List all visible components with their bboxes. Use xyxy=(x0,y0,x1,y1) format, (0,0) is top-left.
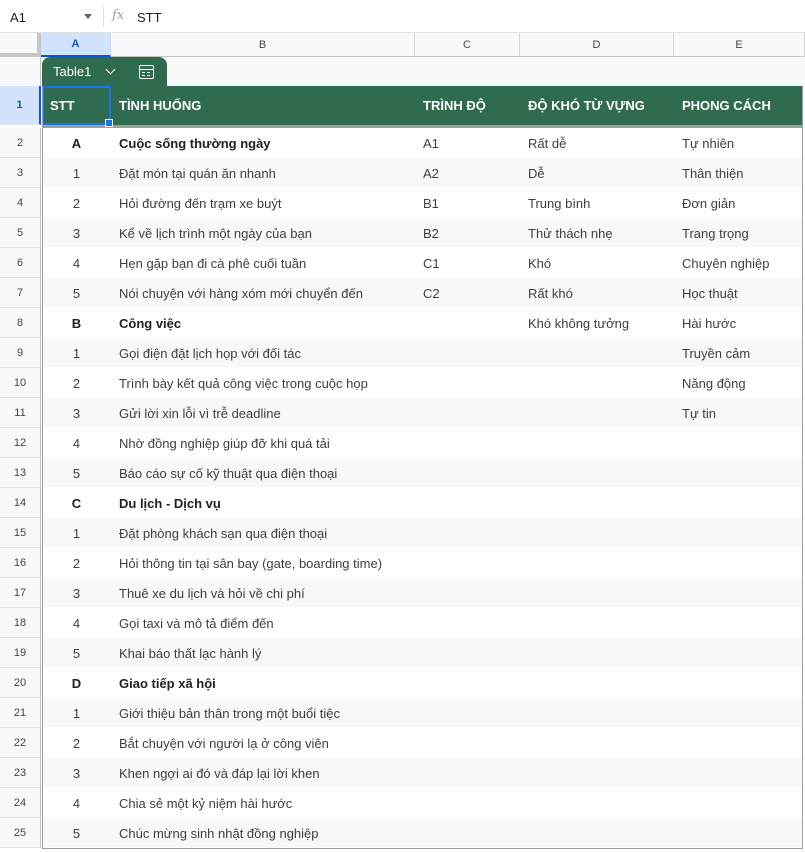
cell-style[interactable] xyxy=(674,788,802,818)
header-style[interactable]: PHONG CÁCH xyxy=(682,98,771,113)
cell-style[interactable] xyxy=(674,458,802,488)
cell-style[interactable] xyxy=(674,518,802,548)
cell-situation[interactable]: Cuộc sống thường ngày xyxy=(119,135,271,151)
cell-situation[interactable]: Gọi điện đặt lịch họp với đối tác xyxy=(119,345,301,361)
table-name-chip[interactable] xyxy=(42,57,126,86)
cell-situation[interactable]: Bắt chuyện với người lạ ở công viên xyxy=(119,735,329,751)
header-level[interactable]: TRÌNH ĐỘ xyxy=(423,98,486,113)
cell-style[interactable] xyxy=(674,608,802,638)
cell-stt[interactable]: C xyxy=(71,495,82,511)
row-header-5[interactable]: 5 xyxy=(0,218,41,248)
cell-stt[interactable]: A xyxy=(71,135,82,151)
cell-difficulty[interactable]: Rất dễ xyxy=(528,135,567,151)
cell-stt[interactable]: 1 xyxy=(72,705,81,721)
cell-style[interactable] xyxy=(674,728,802,758)
row-header-17[interactable]: 17 xyxy=(0,578,41,608)
cell-stt[interactable]: 4 xyxy=(72,255,81,271)
chevron-down-icon[interactable] xyxy=(106,65,116,75)
table-row xyxy=(42,698,802,728)
cell-level[interactable]: B2 xyxy=(423,225,439,241)
cell-situation[interactable]: Kể về lịch trình một ngày của bạn xyxy=(119,225,312,241)
cell-style[interactable]: Đơn giản xyxy=(682,195,736,211)
cell-situation[interactable]: Gọi taxi và mô tả điểm đến xyxy=(119,615,274,631)
table-row xyxy=(42,248,802,278)
cell-stt[interactable]: 5 xyxy=(72,465,81,481)
table-tab-strip xyxy=(0,57,805,86)
cell-stt[interactable]: 1 xyxy=(72,345,81,361)
cell-style[interactable] xyxy=(674,638,802,668)
table-row xyxy=(42,728,802,758)
cell-style[interactable] xyxy=(674,668,802,698)
table-row xyxy=(42,428,802,458)
cell-difficulty[interactable] xyxy=(520,548,674,578)
cell-style[interactable] xyxy=(674,758,802,788)
cell-situation[interactable]: Giao tiếp xã hội xyxy=(119,675,216,691)
cell-stt[interactable]: 5 xyxy=(72,645,81,661)
cell-difficulty[interactable]: Thử thách nhẹ xyxy=(528,225,613,241)
cell-level[interactable]: C2 xyxy=(423,285,440,301)
cell-difficulty[interactable] xyxy=(520,368,674,398)
row-header-20[interactable]: 20 xyxy=(0,668,41,698)
cell-stt[interactable]: B xyxy=(71,315,82,331)
cell-style[interactable] xyxy=(674,578,802,608)
cell-situation[interactable]: Báo cáo sự cố kỹ thuật qua điện thoại xyxy=(119,465,338,481)
cell-style[interactable]: Tự nhiên xyxy=(682,135,735,151)
row-header-21[interactable]: 21 xyxy=(0,698,41,728)
name-box[interactable] xyxy=(0,4,100,30)
cell-difficulty[interactable] xyxy=(520,668,674,698)
row-header-10[interactable]: 10 xyxy=(0,368,41,398)
cell-stt[interactable]: 4 xyxy=(72,615,81,631)
table-view-button[interactable] xyxy=(126,57,167,86)
cell-difficulty[interactable] xyxy=(520,758,674,788)
row-header-15[interactable]: 15 xyxy=(0,518,41,548)
cell-style[interactable]: Năng động xyxy=(682,375,746,391)
cell-level[interactable] xyxy=(415,488,520,518)
cell-difficulty[interactable] xyxy=(520,788,674,818)
table-row xyxy=(42,788,802,818)
table-row xyxy=(42,368,802,398)
cell-stt[interactable]: 5 xyxy=(72,825,81,841)
group-row xyxy=(42,128,802,158)
cell-situation[interactable]: Du lịch - Dịch vụ xyxy=(119,495,221,511)
cell-stt[interactable]: 3 xyxy=(72,405,81,421)
cell-stt[interactable]: 1 xyxy=(72,525,81,541)
row-header-11[interactable]: 11 xyxy=(0,398,41,428)
cell-difficulty[interactable] xyxy=(520,698,674,728)
cell-style[interactable]: Học thuật xyxy=(682,285,738,301)
cell-style[interactable] xyxy=(674,818,802,848)
row-header-23[interactable]: 23 xyxy=(0,758,41,788)
cell-level[interactable] xyxy=(415,548,520,578)
cell-style[interactable]: Chuyên nghiệp xyxy=(682,255,770,271)
cell-style[interactable] xyxy=(674,548,802,578)
cell-style[interactable]: Hài hước xyxy=(682,315,737,331)
header-situation[interactable]: TÌNH HUỐNG xyxy=(119,98,202,113)
cell-stt[interactable]: 4 xyxy=(72,435,81,451)
cell-level[interactable] xyxy=(415,758,520,788)
row-header-4[interactable]: 4 xyxy=(0,188,41,218)
row-header-14[interactable]: 14 xyxy=(0,488,41,518)
divider xyxy=(103,7,104,27)
cell-situation[interactable]: Chúc mừng sinh nhật đồng nghiệp xyxy=(119,825,319,841)
cell-situation[interactable]: Công việc xyxy=(119,315,182,331)
table-row xyxy=(42,458,802,488)
cell-stt[interactable]: 3 xyxy=(72,765,81,781)
cell-difficulty[interactable] xyxy=(520,638,674,668)
cell-stt[interactable]: 3 xyxy=(72,585,81,601)
cell-level[interactable] xyxy=(415,398,520,428)
cell-level[interactable] xyxy=(415,698,520,728)
header-stt[interactable]: STT xyxy=(50,98,75,113)
cell-style[interactable]: Truyền cảm xyxy=(682,345,751,361)
cell-difficulty[interactable]: Rất khó xyxy=(528,285,573,301)
row-header-8[interactable]: 8 xyxy=(0,308,41,338)
column-header-c[interactable]: C xyxy=(415,33,520,57)
cell-difficulty[interactable]: Dễ xyxy=(528,165,545,181)
cell-situation[interactable]: Khai báo thất lạc hành lý xyxy=(119,645,262,661)
cell-situation[interactable]: Nói chuyện với hàng xóm mới chuyển đến xyxy=(119,285,363,301)
cell-stt[interactable]: 2 xyxy=(72,375,81,391)
cell-difficulty[interactable] xyxy=(520,608,674,638)
cell-level[interactable] xyxy=(415,428,520,458)
cell-level[interactable]: A1 xyxy=(423,135,439,151)
cell-level[interactable] xyxy=(415,338,520,368)
row-header-18[interactable]: 18 xyxy=(0,608,41,638)
row-header-6[interactable]: 6 xyxy=(0,248,41,278)
row-header-9[interactable]: 9 xyxy=(0,338,41,368)
formula-input[interactable]: STT xyxy=(137,10,162,25)
function-icon: fx xyxy=(112,8,125,23)
row-header-25[interactable]: 25 xyxy=(0,818,41,848)
column-header-b[interactable]: B xyxy=(111,33,415,57)
cell-level[interactable] xyxy=(415,578,520,608)
cell-level[interactable]: A2 xyxy=(423,165,439,181)
cell-situation[interactable]: Hẹn gặp bạn đi cà phê cuối tuần xyxy=(119,255,307,271)
cell-difficulty[interactable] xyxy=(520,398,674,428)
cell-situation[interactable]: Giới thiệu bản thân trong một buổi tiệc xyxy=(119,705,340,721)
row-header-7[interactable]: 7 xyxy=(0,278,41,308)
cell-situation[interactable]: Khen ngợi ai đó và đáp lại lời khen xyxy=(119,765,320,781)
cell-difficulty[interactable] xyxy=(520,428,674,458)
cell-level[interactable] xyxy=(415,728,520,758)
select-all-corner[interactable] xyxy=(0,33,41,57)
cell-style[interactable]: Thân thiện xyxy=(682,165,744,181)
group-row xyxy=(42,488,802,518)
cell-situation[interactable]: Hỏi đường đến trạm xe buýt xyxy=(119,195,282,211)
cell-level[interactable]: B1 xyxy=(423,195,439,211)
cell-difficulty[interactable] xyxy=(520,338,674,368)
cell-situation[interactable]: Nhờ đồng nghiệp giúp đỡ khi quá tải xyxy=(119,435,330,451)
cell-level[interactable] xyxy=(415,818,520,848)
table-name: Table1 xyxy=(53,64,92,79)
cell-style[interactable]: Trang trọng xyxy=(682,225,749,241)
cell-selection xyxy=(42,86,111,125)
cell-level[interactable] xyxy=(415,788,520,818)
cell-stt[interactable]: 2 xyxy=(72,555,81,571)
cell-style[interactable] xyxy=(674,488,802,518)
table-row xyxy=(42,278,802,308)
cell-stt[interactable]: 3 xyxy=(72,225,81,241)
cell-difficulty[interactable]: Khó xyxy=(528,255,552,271)
table-row xyxy=(42,578,802,608)
table-row xyxy=(42,158,802,188)
cell-level[interactable]: C1 xyxy=(423,255,440,271)
cell-level[interactable] xyxy=(415,638,520,668)
column-header-a[interactable]: A xyxy=(41,33,111,57)
cell-style[interactable] xyxy=(674,428,802,458)
cell-difficulty[interactable] xyxy=(520,488,674,518)
cell-situation[interactable]: Chia sẻ một kỷ niệm hài hước xyxy=(119,795,293,811)
cell-level[interactable] xyxy=(415,668,520,698)
table-row xyxy=(42,608,802,638)
row-header-22[interactable]: 22 xyxy=(0,728,41,758)
cell-difficulty[interactable] xyxy=(520,578,674,608)
table-row xyxy=(42,398,802,428)
table-body xyxy=(42,128,802,848)
cell-stt[interactable]: 4 xyxy=(72,795,81,811)
cell-situation[interactable]: Đặt phòng khách sạn qua điện thoại xyxy=(119,525,328,541)
row-header-24[interactable]: 24 xyxy=(0,788,41,818)
cell-stt[interactable]: D xyxy=(71,675,82,691)
cell-level[interactable] xyxy=(415,368,520,398)
cell-stt[interactable]: 2 xyxy=(72,735,81,751)
row-header-13[interactable]: 13 xyxy=(0,458,41,488)
cell-stt[interactable]: 5 xyxy=(72,285,81,301)
cell-difficulty[interactable] xyxy=(520,818,674,848)
cell-difficulty[interactable] xyxy=(520,458,674,488)
cell-situation[interactable]: Thuê xe du lịch và hỏi về chi phí xyxy=(119,585,305,601)
cell-difficulty[interactable]: Trung bình xyxy=(528,195,591,211)
cell-stt[interactable]: 1 xyxy=(72,165,81,181)
table-calculator-icon xyxy=(139,65,154,79)
table-row xyxy=(42,518,802,548)
cell-level[interactable] xyxy=(415,518,520,548)
cell-style[interactable] xyxy=(674,698,802,728)
table-row xyxy=(42,758,802,788)
cell-difficulty[interactable] xyxy=(520,518,674,548)
row-header-19[interactable]: 19 xyxy=(0,638,41,668)
row-header-2[interactable]: 2 xyxy=(0,128,41,158)
row-header-12[interactable]: 12 xyxy=(0,428,41,458)
table-row xyxy=(42,188,802,218)
cell-level[interactable] xyxy=(415,308,520,338)
header-difficulty[interactable]: ĐỘ KHÓ TỪ VỰNG xyxy=(528,98,645,113)
table-row xyxy=(42,218,802,248)
group-row xyxy=(42,668,802,698)
row-header-1[interactable]: 1 xyxy=(0,86,41,125)
formula-bar xyxy=(0,0,805,33)
column-header-d[interactable]: D xyxy=(520,33,674,57)
cell-situation[interactable]: Hỏi thông tin tại sân bay (gate, boarding time) xyxy=(119,555,383,571)
row-header-3[interactable]: 3 xyxy=(0,158,41,188)
cell-style[interactable]: Tự tin xyxy=(682,405,716,421)
group-row xyxy=(42,308,802,338)
table-row xyxy=(42,338,802,368)
cell-situation[interactable]: Gửi lời xin lỗi vì trễ deadline xyxy=(119,405,281,421)
name-box-value: A1 xyxy=(10,9,26,25)
cell-situation[interactable]: Đặt món tại quán ăn nhanh xyxy=(119,165,276,181)
cell-stt[interactable]: 2 xyxy=(72,195,81,211)
cell-difficulty[interactable]: Khó không tưởng xyxy=(528,315,630,331)
cell-level[interactable] xyxy=(415,458,520,488)
chevron-down-icon[interactable] xyxy=(84,14,92,19)
table-row xyxy=(42,818,802,848)
table-header-row xyxy=(42,86,802,125)
column-header-e[interactable]: E xyxy=(674,33,805,57)
row-header-16[interactable]: 16 xyxy=(0,548,41,578)
table-row xyxy=(42,548,802,578)
table-row xyxy=(42,638,802,668)
row-header-spacer xyxy=(0,57,41,86)
cell-difficulty[interactable] xyxy=(520,728,674,758)
cell-level[interactable] xyxy=(415,608,520,638)
cell-situation[interactable]: Trình bày kết quả công việc trong cuộc họp xyxy=(119,375,368,391)
